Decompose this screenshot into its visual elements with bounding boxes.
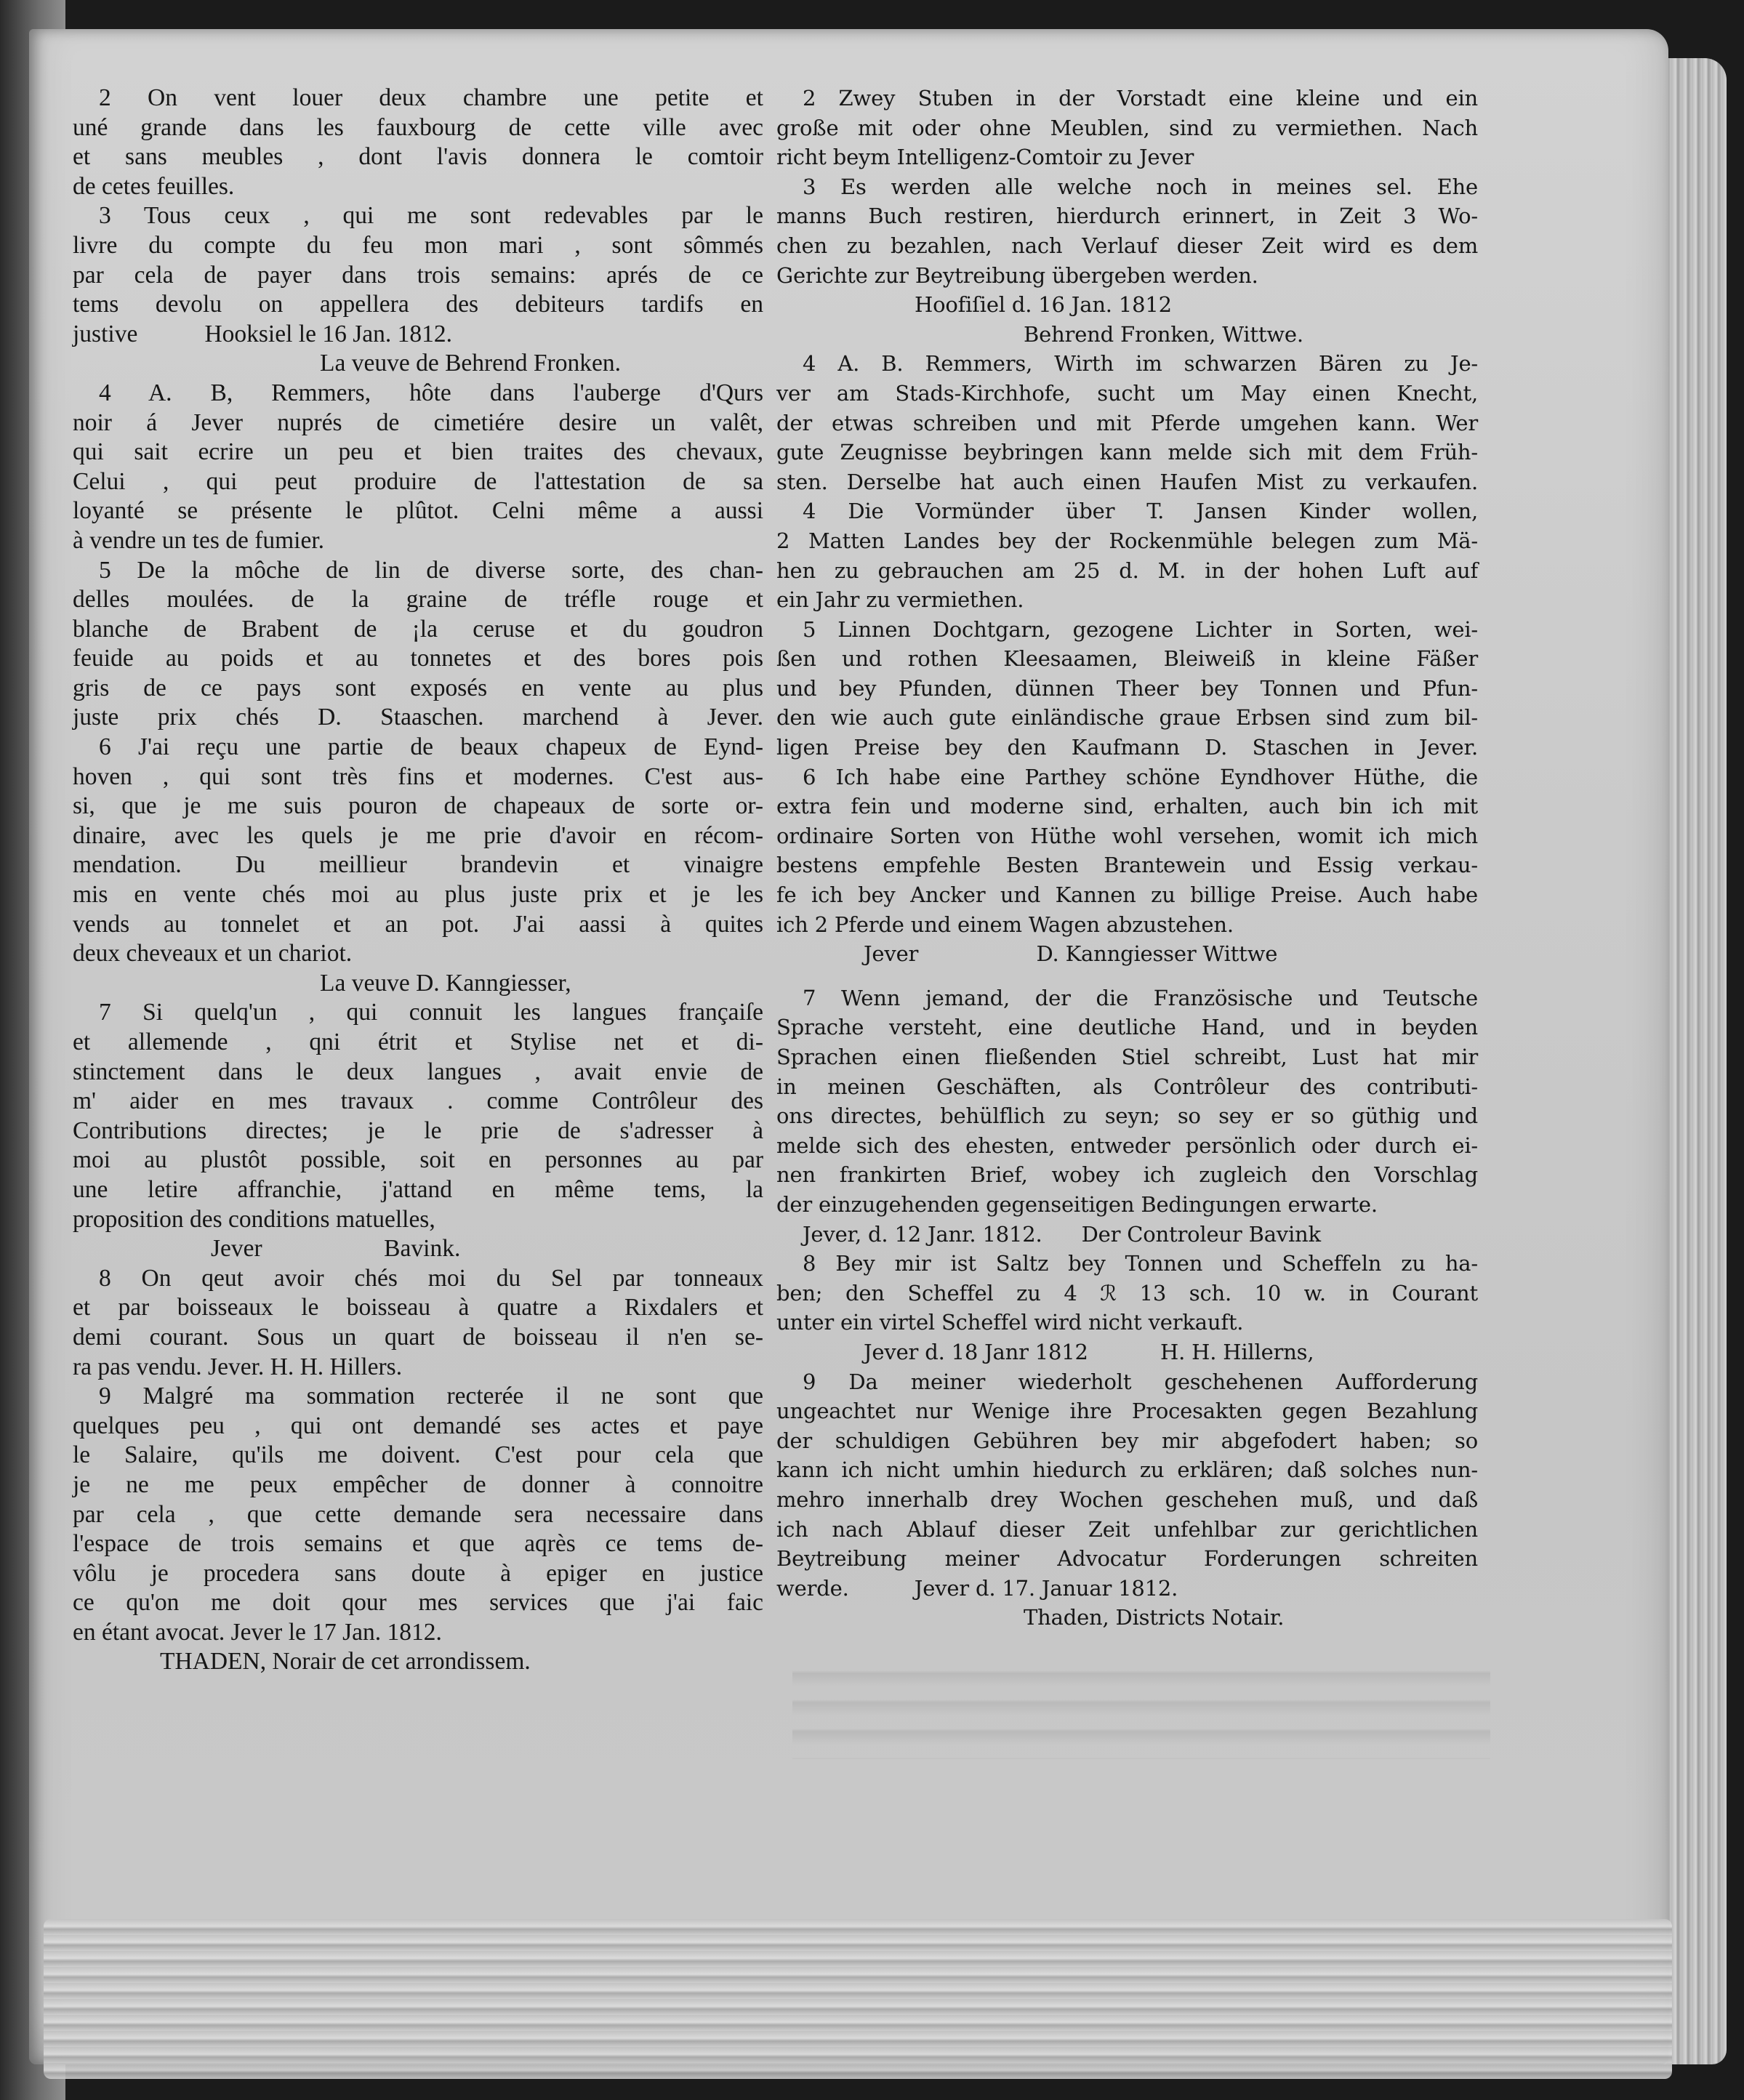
text-line: ich 2 Pferde und einem Wagen abzustehen.: [776, 912, 1234, 937]
text-line: Beytreibung meiner Advocatur Forderungen schreiten: [776, 1546, 1478, 1572]
text-line: une letire affranchie, j'attand en même tems, la: [73, 1175, 763, 1203]
text-line: und bey Pfunden, dünnen Theer bey Tonnen und Pfun-: [776, 675, 1478, 701]
text-line: 5 Linnen Dochtgarn, gezogene Lichter in Sorten, wei-: [803, 616, 1478, 642]
text-line: in meinen Geschäften, als Contrôleur des contributi-: [776, 1074, 1478, 1099]
text-line: 8 Bey mir ist Saltz bey Tonnen und Scheffeln zu ha-: [803, 1251, 1478, 1276]
text-line: ungeachtet nur Wenige ihre Procesakten gegen Bezahlung: [776, 1399, 1478, 1424]
page-stack-edge: [1661, 58, 1727, 2064]
text-line: dinaire, avec les quels je me prie d'avoir en récom-: [73, 821, 763, 849]
text-line: vôlu je procedera sans doute à epiger en justice: [73, 1559, 763, 1587]
text-line: gris de ce pays sont exposés en vente au plus: [73, 674, 763, 701]
text-line: bestens empfehle Besten Brantewein und Essig verkau-: [776, 853, 1478, 878]
text-line: proposition des conditions matuelles,: [73, 1205, 435, 1233]
text-line: ligen Preise bey den Kaufmann D. Staschen in Jever.: [776, 735, 1478, 760]
text-line: deux cheveaux et un chariot.: [73, 940, 353, 967]
text-line: à vendre un tes de fumier.: [73, 526, 325, 554]
text-line: chen zu bezahlen, nach Verlauf dieser Zeit wird es dem: [776, 233, 1478, 258]
text-line: ich nach Ablauf dieser Zeit unfehlbar zur gerichtlichen: [776, 1516, 1478, 1542]
text-line: der einzugehenden gegenseitigen Bedingungen erwarte.: [776, 1191, 1378, 1217]
signature-line: La veuve de Behrend Fronken.: [320, 350, 621, 377]
text-line: große mit oder ohne Meublen, sind zu vermiethen. Nach: [776, 115, 1478, 140]
signature-line: Jever Bavink.: [211, 1235, 461, 1263]
text-line: blanche de Brabent de ¡la ceruse et du goudron: [73, 615, 763, 643]
text-line: 4 A. B. Remmers, Wirth im schwarzen Bären zu Je-: [803, 351, 1478, 377]
text-line: ordinaire Sorten von Hüthe wohl versehen, womit ich mich: [776, 823, 1478, 848]
text-line: de cetes feuilles.: [73, 172, 235, 200]
text-line: m' aider en mes travaux . comme Contrôleur des: [73, 1087, 763, 1115]
text-line: 4 A. B, Remmers, hôte dans l'auberge d'Qurs: [99, 379, 763, 406]
text-line: werde. Jever d. 17. Januar 1812.: [776, 1575, 1178, 1601]
page-bottom-edge: [44, 1919, 1672, 2079]
bleed-through-text: [792, 1657, 1490, 1759]
text-line: par cela de payer dans trois semains: aprés de ce: [73, 261, 763, 289]
text-line: feuide au poids et au tonnetes et des bores pois: [73, 645, 763, 672]
text-line: Gerichte zur Beytreibung übergeben werden.: [776, 262, 1258, 288]
signature-line: Jever, d. 12 Janr. 1812. Der Controleur Bavink: [803, 1221, 1321, 1247]
text-line: en étant avocat. Jever le 17 Jan. 1812.: [73, 1618, 442, 1646]
text-line: mis en vente chés moi au plus juste prix et je les: [73, 881, 763, 909]
german-column: [776, 84, 1478, 1633]
text-line: 7 Si quelq'un , qui connuit les langues françaiſe: [99, 999, 763, 1026]
text-line: vends au tonnelet et an pot. J'ai aassi à quites: [73, 910, 763, 938]
text-line: 6 Ich habe eine Parthey schöne Eyndhover Hüthe, die: [803, 764, 1478, 789]
text-line: nen frankirten Brief, wobey ich zugleich den Vorschlag: [776, 1162, 1478, 1188]
signature-line: THADEN, Norair de cet arrondissem.: [160, 1648, 531, 1675]
text-line: livre du compte du feu mon mari , sont sômmés: [73, 231, 763, 259]
text-line: stinctement dans le deux langues , avait envie de: [73, 1058, 763, 1085]
signature-line: La veuve D. Kanngiesser,: [320, 969, 571, 997]
text-line: gute Zeugnisse beybringen kann melde sich mit dem Früh-: [776, 440, 1478, 465]
signature-line: Thaden, Districts Notair.: [1024, 1605, 1285, 1630]
text-line: 3 Tous ceux , qui me sont redevables par le: [99, 202, 763, 230]
text-line: quelques peu , qui ont demandé ses actes et paye: [73, 1412, 763, 1439]
text-line: 9 Malgré ma sommation recterée il ne sont que: [99, 1383, 763, 1410]
text-line: loyanté se présente le plûtot. Celni même a aussi: [73, 497, 763, 525]
text-line: ein Jahr zu vermiethen.: [776, 587, 1024, 613]
text-line: fe ich bey Ancker und Kannen zu billige Preise. Auch habe: [776, 882, 1478, 908]
text-line: et allemende , qni étrit et Stylise net et di-: [73, 1029, 763, 1055]
text-line: tems devolu on appellera des debiteurs tardifs en: [73, 291, 763, 318]
text-line: hen zu gebrauchen am 25 d. M. in der hohen Luft auf: [776, 558, 1478, 583]
signature-line: Jever d. 18 Janr 1812 H. H. Hillerns,: [864, 1339, 1314, 1364]
text-line: Hoofiſiel d. 16 Jan. 1812: [915, 292, 1172, 318]
text-line: 5 De la môche de lin de diverse sorte, des chan-: [99, 556, 763, 584]
text-line: le Salaire, qu'ils me doivent. C'est pour cela que: [73, 1441, 763, 1469]
text-line: ra pas vendu. Jever. H. H. Hillers.: [73, 1353, 403, 1380]
text-line: mehro innerhalb drey Wochen geschehen muß, und daß: [776, 1487, 1478, 1512]
text-line: extra fein und moderne sind, erhalten, auch bin ich mit: [776, 794, 1478, 819]
text-line: ben; den Scheffel zu 4 ℛ 13 sch. 10 w. in Courant: [776, 1280, 1478, 1306]
text-line: 8 On qeut avoir chés moi du Sel par tonneaux: [99, 1264, 763, 1292]
text-line: si, que je me suis pouron de chapeaux de sorte or-: [73, 792, 763, 820]
text-line: der etwas schreiben und mit Pferde umgehen kann. Wer: [776, 410, 1478, 435]
text-line: hoven , qui sont très fins et modernes. C'est aus-: [73, 763, 763, 790]
text-line: den wie auch gute einländische graue Erbsen sind zum bil-: [776, 705, 1478, 731]
signature-line: Jever D. Kanngiesser Wittwe: [864, 941, 1278, 967]
french-column: [73, 84, 763, 1677]
text-line: 3 Es werden alle welche noch in meines sel. Ehe: [803, 174, 1478, 199]
text-line: uné grande dans les fauxbourg de cette ville avec: [73, 113, 763, 141]
text-line: Sprache versteht, eine deutliche Hand, und in beyden: [776, 1015, 1478, 1040]
text-line: richt beym Intelligenz-Comtoir zu Jever: [776, 145, 1194, 170]
text-line: ßen und rothen Kleesaamen, Bleiweiß in kleine Fäßer: [776, 646, 1478, 672]
text-line: der schuldigen Gebühren bey mir abgefodert haben; so: [776, 1428, 1478, 1453]
text-line: 2 Zwey Stuben in der Vorstadt eine kleine und ein: [803, 86, 1478, 110]
text-line: je ne me peux empêcher de donner à connoitre: [73, 1471, 763, 1498]
text-line: mendation. Du meillieur brandevin et vinaigre: [73, 851, 763, 879]
text-line: 2 On vent louer deux chambre une petite et: [99, 84, 763, 111]
text-line: justive Hooksiel le 16 Jan. 1812.: [73, 320, 452, 347]
text-line: unter ein virtel Scheffel wird nicht verkauft.: [776, 1310, 1244, 1335]
text-line: kann ich nicht umhin hiedurch zu erklären; daß solches nun-: [776, 1457, 1478, 1483]
text-line: et sans meubles , dont l'avis donnera le comtoir: [73, 143, 763, 171]
text-line: et par boisseaux le boisseau à quatre a Rixdalers et: [73, 1294, 763, 1321]
signature-line: Behrend Fronken, Wittwe.: [1024, 321, 1303, 347]
text-line: ons directes, behülflich zu seyn; so sey er so güthig und: [776, 1103, 1478, 1129]
text-line: ver am Stads-Kirchhofe, sucht um May einen Knecht,: [776, 380, 1478, 406]
text-line: juste prix chés D. Staaschen. marchend à Jever.: [73, 704, 763, 731]
text-line: melde sich des ehesten, entweder persönlich oder durch ei-: [776, 1133, 1478, 1158]
text-line: Contributions directes; je le prie de s'adresser à: [73, 1117, 763, 1144]
text-line: 4 Die Vormünder über T. Jansen Kinder wollen,: [803, 499, 1478, 524]
text-line: manns Buch restiren, hierdurch erinnert, in Zeit 3 Wo-: [776, 204, 1478, 229]
text-line: Sprachen einen fließenden Stiel schreibt, Lust hat mir: [776, 1045, 1478, 1069]
text-line: noir á Jever nuprés de cimetiére desire un valêt,: [73, 409, 763, 436]
text-line: moi au plustôt possible, soit en personnes au par: [73, 1146, 763, 1174]
text-line: qui sait ecrire un peu et bien traites des chevaux,: [73, 438, 763, 466]
text-line: sten. Derselbe hat auch einen Haufen Mist zu verkaufen.: [776, 469, 1478, 494]
text-line: Celui , qui peut produire de l'attestation de sa: [73, 467, 763, 495]
text-line: demi courant. Sous un quart de boisseau il n'en se-: [73, 1323, 763, 1351]
text-line: 9 Da meiner wiederholt geschehenen Aufforderung: [803, 1369, 1478, 1394]
text-line: 2 Matten Landes bey der Rockenmühle belegen zum Mä-: [776, 528, 1478, 553]
text-line: l'espace de trois semains et que aqrès ce tems de-: [73, 1530, 763, 1558]
text-line: 6 J'ai reçu une partie de beaux chapeux de Eynd-: [99, 733, 763, 761]
text-line: ce qu'on me doit qour mes services que j'ai faic: [73, 1589, 763, 1617]
text-line: delles moulées. de la graine de tréfle rouge et: [73, 586, 763, 613]
text-line: par cela , que cette demande sera necessaire dans: [73, 1500, 763, 1528]
text-line: 7 Wenn jemand, der die Französische und Teutsche: [803, 985, 1478, 1010]
